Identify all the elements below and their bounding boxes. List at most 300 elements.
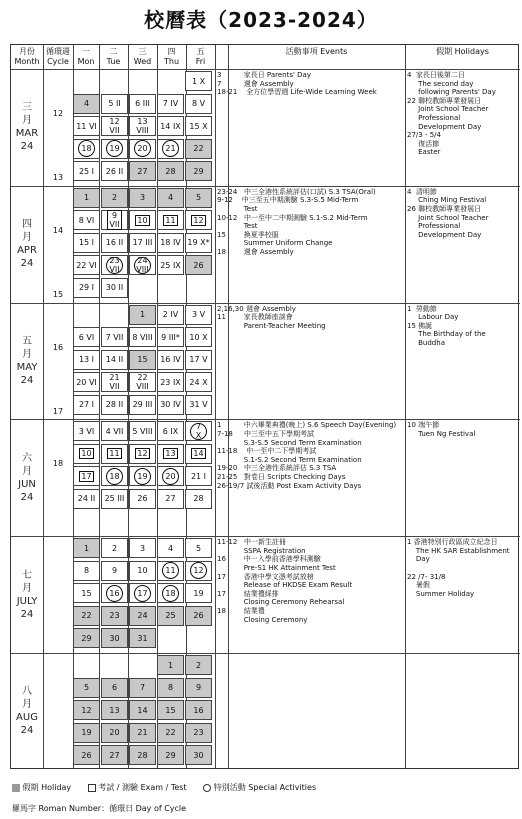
day-cell [101, 489, 128, 509]
day-number: 31 V [189, 400, 208, 410]
day-number: 6 [111, 683, 118, 692]
page-title: 校曆表（2023-2024） [144, 8, 378, 32]
day-cell [157, 723, 184, 743]
day-number: 26 II [105, 166, 124, 176]
day-cell [73, 444, 100, 464]
day-cell [157, 305, 184, 325]
day-number: 21 [162, 140, 179, 157]
day-cell [157, 655, 184, 675]
day-cell [101, 350, 128, 370]
day-number: 5 II [108, 99, 121, 108]
day-number: 8 [167, 683, 174, 692]
day-number: 18 [106, 468, 123, 485]
day-cell [185, 583, 212, 603]
day-cell [185, 372, 212, 392]
day-number: 29 [81, 633, 92, 643]
month-holidays: 10 端午節 Tuen Ng Festival [407, 421, 476, 438]
day-cell [157, 700, 184, 720]
day-cell [185, 606, 212, 626]
day-cell [157, 233, 184, 253]
day-number: 11 [165, 215, 176, 225]
day-cell [185, 421, 212, 441]
day-number: 7 IV [162, 99, 179, 108]
day-number: 28 II [105, 400, 124, 410]
day-number: 28 [193, 494, 204, 504]
day-cell [157, 116, 184, 136]
day-number: 10 [137, 566, 148, 576]
cycle-number: 18 [52, 459, 64, 469]
day-cell [129, 628, 156, 648]
day-number: 25 III [104, 494, 125, 504]
day-cell [157, 188, 184, 208]
month-label: 六 月 JUN 24 [18, 452, 36, 503]
day-number: 10 [137, 215, 148, 225]
day-number: 1 [83, 543, 90, 553]
day-number: 3 [139, 193, 146, 203]
legend-activity: 特別活動 Special Activities [203, 783, 316, 792]
header-holidays: 假期 Holidays [436, 47, 489, 56]
day-cell [101, 233, 128, 253]
day-cell [185, 538, 212, 558]
day-number: 19 [106, 140, 123, 157]
day-number: 2 [195, 660, 202, 670]
day-number: 19 X* [187, 238, 210, 248]
day-number: 9 [195, 683, 202, 692]
header-day: 四 Thu [163, 47, 180, 66]
day-number: 25 IX [160, 260, 181, 270]
day-cell [101, 161, 128, 181]
day-cell [73, 327, 100, 347]
day-number: 12 [81, 705, 92, 715]
day-cell [73, 606, 100, 626]
day-number: 16 II [105, 238, 124, 248]
day-number: 4 [167, 543, 174, 553]
day-cell [185, 255, 212, 275]
day-cell [129, 444, 156, 464]
day-number: 15 I [78, 238, 95, 248]
day-number: 12 VII [109, 117, 120, 135]
day-number: 8 V [191, 99, 206, 108]
day-number: 11 [162, 562, 179, 579]
day-number: 7 VII [105, 332, 124, 342]
day-cell [101, 421, 128, 441]
day-cell [101, 561, 128, 581]
day-number: 1 [167, 660, 174, 670]
day-number: 23 [109, 611, 120, 621]
day-number: 28 [137, 750, 148, 760]
day-cell [157, 444, 184, 464]
day-number: 26 [137, 494, 148, 504]
month-holidays: 4 清明節 Ching Ming Festival 26 聯校教師專業發展日 Joint School Teacher Professional Development Day [407, 187, 489, 239]
header-month: 月份 Month [14, 47, 40, 66]
day-cell [129, 723, 156, 743]
day-cell [129, 305, 156, 325]
day-cell [129, 139, 156, 159]
month-events: 3 家長日 Parents' Day 7 週會 Assembly 18-21 全方位學習週 Life-Wide Learning Week [217, 71, 377, 97]
day-number: 18 [78, 140, 95, 157]
day-cell [101, 466, 128, 486]
day-number: 27 [165, 494, 176, 504]
day-number: 4 [167, 193, 174, 203]
day-cell [73, 561, 100, 581]
day-cell [129, 538, 156, 558]
month-separator [11, 536, 520, 537]
legend-exam: 考試 / 測驗 Exam / Test [88, 783, 187, 792]
legend-holiday: 假期 Holiday [12, 783, 71, 792]
day-cell [73, 372, 100, 392]
day-number: 8 VIII [132, 332, 153, 342]
cycle-number: 17 [52, 406, 64, 416]
cycle-number: 12 [52, 109, 64, 118]
day-cell [185, 94, 212, 114]
day-number: 24 VIII [134, 257, 151, 274]
day-number: 5 [195, 193, 202, 203]
day-cell [129, 116, 156, 136]
day-number: 14 [137, 705, 148, 715]
day-number: 1 [139, 310, 146, 320]
day-number: 3 VI [78, 426, 95, 436]
day-number: 16 IV [160, 355, 181, 365]
day-cell [157, 745, 184, 765]
day-cell [101, 139, 128, 159]
day-cell [129, 606, 156, 626]
cycle-number: 14 [52, 225, 64, 235]
day-cell [157, 678, 184, 698]
footnote: 羅馬字 Roman Number：循環日 Day of Cycle [12, 804, 187, 813]
day-cell [157, 94, 184, 114]
day-number: 15 [165, 705, 176, 715]
day-cell [129, 421, 156, 441]
day-cell [185, 350, 212, 370]
day-number: 22 VIII [136, 373, 149, 392]
day-cell [185, 700, 212, 720]
day-cell [185, 561, 212, 581]
day-cell [73, 116, 100, 136]
day-number: 31 [137, 633, 148, 643]
month-events [217, 655, 404, 768]
day-number: 15 [137, 355, 148, 365]
day-number: 13 I [78, 355, 95, 365]
month-label: 三 月 MAR 24 [15, 102, 39, 153]
day-number: 2 [111, 543, 118, 553]
day-number: 28 [165, 166, 176, 176]
day-number: 6 III [135, 99, 150, 108]
day-number: 17 V [189, 355, 208, 365]
day-cell [101, 745, 128, 765]
day-cell [101, 700, 128, 720]
day-number: 5 [195, 543, 202, 553]
day-cell [129, 395, 156, 415]
day-cell [157, 255, 184, 275]
day-number: 22 [165, 728, 176, 737]
day-cell [185, 210, 212, 230]
day-cell [185, 466, 212, 486]
day-number: 30 [109, 633, 120, 643]
month-holidays [407, 655, 519, 768]
day-cell [185, 327, 212, 347]
day-number: 20 [134, 140, 151, 157]
day-cell [73, 745, 100, 765]
day-number: 2 [111, 193, 118, 203]
day-cell [129, 210, 156, 230]
day-number: 27 [137, 166, 148, 176]
day-cell [101, 628, 128, 648]
day-cell [129, 678, 156, 698]
month-label: 五 月 MAY 24 [16, 336, 38, 386]
day-number: 7 X [190, 423, 207, 440]
day-cell [101, 723, 128, 743]
day-cell [101, 395, 128, 415]
day-cell [73, 278, 100, 298]
day-number: 30 II [105, 283, 124, 293]
day-number: 8 [83, 566, 90, 576]
day-cell [101, 538, 128, 558]
day-number: 16 [106, 585, 123, 602]
day-number: 4 [83, 99, 90, 108]
day-cell [129, 561, 156, 581]
day-number: 30 [193, 750, 204, 760]
day-cell [129, 188, 156, 208]
activity-circle-icon [203, 784, 211, 792]
day-number: 20 [162, 468, 179, 485]
day-cell [157, 489, 184, 509]
day-cell [129, 583, 156, 603]
month-label: 八 月 AUG 24 [16, 686, 38, 737]
header-cycle: 循環週 Cycle [46, 47, 70, 66]
day-cell [185, 745, 212, 765]
day-number: 15 [81, 588, 92, 598]
day-number: 26 [193, 611, 204, 621]
day-cell [185, 188, 212, 208]
day-number: 7 [139, 683, 146, 692]
calendar-grid [10, 44, 519, 769]
day-cell [185, 723, 212, 743]
month-separator [11, 419, 520, 420]
day-number: 14 IX [160, 121, 181, 131]
day-cell [73, 161, 100, 181]
day-number: 3 [139, 543, 146, 553]
day-number: 20 VI [76, 377, 97, 387]
day-cell [129, 700, 156, 720]
day-number: 24 X [189, 377, 208, 387]
day-cell [101, 188, 128, 208]
day-number: 17 [134, 585, 151, 602]
day-number: 21 VII [109, 373, 120, 392]
day-number: 26 [81, 750, 92, 760]
day-cell [129, 466, 156, 486]
day-cell [129, 255, 156, 275]
day-number: 21 [137, 728, 148, 737]
day-cell [157, 466, 184, 486]
header-day: 三 Wed [133, 47, 152, 66]
day-cell [129, 327, 156, 347]
day-number: 5 [83, 683, 90, 692]
day-number: 6 IX [162, 426, 179, 436]
month-holidays: 1 香港特別行政區成立紀念日 The HK SAR Establishment Day 22 /7- 31/8 暑假 Summer Holiday [407, 538, 510, 598]
day-number: 11 VI [76, 121, 97, 131]
day-cell [101, 210, 128, 230]
day-cell [73, 188, 100, 208]
day-number: 8 VI [78, 215, 95, 225]
month-separator [11, 303, 520, 304]
header-separator [11, 69, 520, 70]
day-number: 21 I [190, 471, 207, 481]
day-cell [73, 723, 100, 743]
day-cell [101, 94, 128, 114]
day-number: 9 III* [161, 332, 180, 342]
day-number: 23 IX [160, 377, 181, 387]
day-cell [157, 395, 184, 415]
day-cell [185, 489, 212, 509]
day-cell [185, 305, 212, 325]
header-day: 一 Mon [77, 47, 95, 66]
day-cell [129, 161, 156, 181]
day-number: 17 [81, 471, 92, 481]
day-cell [73, 421, 100, 441]
day-cell [101, 678, 128, 698]
column-divider [405, 45, 406, 768]
month-label: 四 月 APR 24 [17, 219, 37, 270]
month-events: 11-12 中一新生註冊 SSPA Registration 16 中一入學前香港學科測驗 Pre-S1 HK Attainment Test 17 香港中學文憑考試放榜 Release of HKDSE Exam Result 17 結業禮綵排 Closing Ceremony Rehearsal 18 結業禮 Closing Ceremony [217, 538, 353, 624]
day-cell [157, 350, 184, 370]
day-number: 13 [109, 705, 120, 715]
day-cell [73, 139, 100, 159]
day-number: 9 VII [109, 211, 120, 230]
day-cell [157, 210, 184, 230]
month-separator [11, 653, 520, 654]
day-number: 12 [190, 562, 207, 579]
day-cell [101, 116, 128, 136]
day-cell [185, 71, 212, 91]
day-cell [73, 350, 100, 370]
day-number: 10 X [189, 332, 208, 342]
day-cell [73, 94, 100, 114]
day-number: 27 I [78, 400, 95, 410]
day-cell [101, 255, 128, 275]
day-cell [157, 538, 184, 558]
day-cell [73, 210, 100, 230]
day-cell [73, 489, 100, 509]
day-cell [185, 233, 212, 253]
day-cell [73, 233, 100, 253]
day-number: 29 [193, 166, 204, 176]
day-cell [185, 116, 212, 136]
day-cell [185, 444, 212, 464]
day-number: 13 VIII [136, 117, 149, 135]
day-number: 18 [162, 585, 179, 602]
day-cell [157, 161, 184, 181]
month-holidays: 1 勞動節 Labour Day 15 佛誕 The Birthday of the Buddha [407, 304, 486, 347]
header-day: 五 Fri [195, 47, 206, 66]
day-number: 17 III [132, 238, 153, 248]
day-cell [185, 655, 212, 675]
month-events: 23-24 中三全港性系統評估(口試) S.3 TSA(Oral) 9-12 中三至五中期測驗 S.3-S.5 Mid-Term Test 10-12 中一至中二中期測驗 S.1-S.2 Mid-Term Test 15 換夏季校服 Summer Uniform Change 18 週會 Assembly [217, 187, 376, 256]
month-events: 1 中六畢業典禮(晚上) S.6 Speech Day(Evening) 7-18 中三至中五下學期考試 S.3-S.5 Second Term Examination 11-18 中一至中二下學期考試 S.1-S.2 Second Term Examination 19-20 中三全港性系統評估 S.3 TSA 21-25 對卷日 Scripts Checking Days 26-19/7 試後活動 Post Exam Activity Days [217, 421, 397, 490]
day-cell [73, 255, 100, 275]
day-cell [157, 421, 184, 441]
day-cell [157, 606, 184, 626]
day-number: 14 [193, 449, 204, 459]
day-number: 25 I [78, 166, 95, 176]
day-number: 2 IV [162, 310, 179, 320]
day-cell [101, 278, 128, 298]
day-cell [185, 678, 212, 698]
month-holidays: 4 家長日後第二日 The second day following Parents' Day 22 聯校教師專業發展日 Joint School Teacher Professional Development Day 27/3 - 5/4 復活節 Easter [407, 71, 496, 157]
holiday-swatch-icon [12, 784, 20, 792]
day-cell [73, 395, 100, 415]
day-number: 20 [109, 728, 120, 737]
day-number: 22 VI [76, 260, 97, 270]
day-number: 1 X [191, 76, 206, 86]
exam-square-icon [88, 784, 96, 792]
day-number: 24 [137, 611, 148, 621]
day-number: 22 [81, 611, 92, 621]
header-day: 二 Tue [106, 47, 121, 66]
day-cell [157, 327, 184, 347]
month-label: 七 月 JULY 24 [16, 569, 38, 620]
day-number: 23 [193, 728, 204, 737]
day-cell [129, 233, 156, 253]
header-events: 活動事項 Events [285, 47, 348, 56]
day-number: 3 V [191, 310, 206, 320]
day-number: 1 [83, 193, 90, 203]
day-cell [185, 395, 212, 415]
day-cell [129, 745, 156, 765]
day-number: 16 [193, 705, 204, 715]
day-cell [129, 350, 156, 370]
day-number: 27 [109, 750, 120, 760]
day-cell [101, 606, 128, 626]
legend [12, 782, 512, 793]
day-cell [73, 700, 100, 720]
day-number: 22 [193, 144, 204, 153]
day-number: 12 [137, 449, 148, 459]
day-number: 29 III [132, 400, 153, 410]
day-cell [129, 372, 156, 392]
day-cell [185, 139, 212, 159]
day-cell [73, 678, 100, 698]
day-number: 19 [134, 468, 151, 485]
day-cell [157, 561, 184, 581]
day-cell [101, 372, 128, 392]
day-cell [157, 139, 184, 159]
day-number: 9 [111, 566, 118, 576]
day-number: 25 [165, 611, 176, 621]
day-number: 5 VIII [132, 426, 153, 436]
day-number: 12 [193, 215, 204, 225]
day-number: 29 [165, 750, 176, 760]
day-cell [129, 489, 156, 509]
day-number: 30 IV [160, 400, 181, 410]
day-number: 26 [193, 260, 204, 270]
day-number: 24 II [77, 494, 96, 504]
day-number: 29 I [78, 283, 95, 293]
day-cell [73, 466, 100, 486]
day-cell [157, 372, 184, 392]
day-number: 15 X [189, 121, 208, 131]
cycle-number: 16 [52, 342, 64, 352]
day-cell [73, 628, 100, 648]
day-cell [73, 583, 100, 603]
day-number: 4 VII [105, 426, 124, 436]
day-number: 11 [109, 449, 120, 459]
cycle-number: 15 [52, 289, 64, 299]
day-cell [129, 94, 156, 114]
day-number: 23 VII [106, 257, 123, 274]
day-cell [157, 583, 184, 603]
day-number: 10 [81, 449, 92, 459]
day-number: 14 II [105, 355, 124, 365]
